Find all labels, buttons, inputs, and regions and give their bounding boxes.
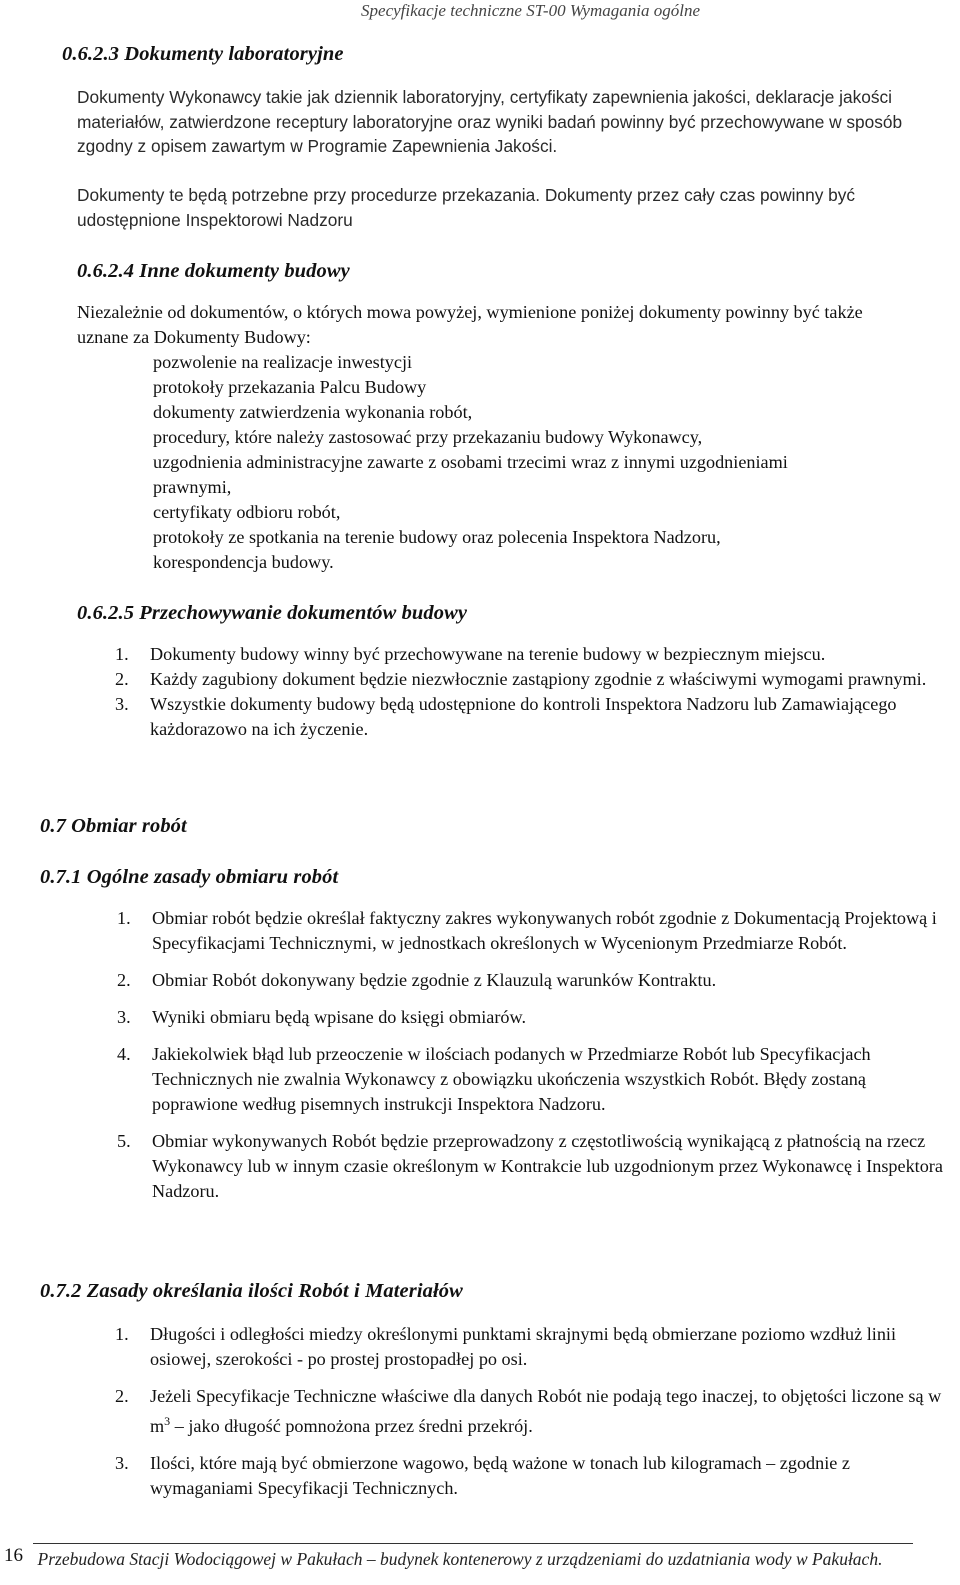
item-text: Wyniki obmiaru będą wpisane do księgi obmiarów. <box>152 1007 527 1027</box>
list-item: protokoły przekazania Palcu Budowy <box>153 377 427 397</box>
list-item <box>117 1129 952 1204</box>
item-number: 2. <box>115 669 129 689</box>
item-text: – jako długość pomnożona przez średni przekrój. <box>170 1416 533 1437</box>
list-item: pozwolenie na realizacje inwestycji <box>153 352 413 372</box>
item-number: 4. <box>117 1044 131 1064</box>
item-number: 3. <box>115 694 129 714</box>
list-item <box>115 642 950 667</box>
item-text: Ilości, które mają być obmierzone wagowo, będą ważone w tonach lub kilogramach – zgodnie z wymaganiami Specyfikacji Technicznych. <box>150 1453 850 1499</box>
measurement-rules-list <box>117 906 952 1204</box>
quantity-rules-list <box>115 1322 950 1501</box>
item-text: Obmiar wykonywanych Robót będzie przeprowadzony z częstotliwością wynikającą z płatnością na rzecz Wykonawcy lub w innym czasie określonym w Kontrakcie lub uzgodnionym przez Wykonawcę i Inspektora Nadzoru. <box>152 1131 943 1201</box>
list-item <box>115 1451 950 1501</box>
list-item <box>117 906 952 956</box>
item-text: Każdy zagubiony dokument będzie niezwłocznie zastąpiony zgodnie z właściwymi wymogami prawnymi. <box>150 669 927 689</box>
section-title-07: 0.7 Obmiar robót <box>40 815 187 837</box>
list-item <box>117 1042 952 1117</box>
list-item: protokoły ze spotkania na terenie budowy oraz polecenia Inspektora Nadzoru, <box>153 527 721 547</box>
list-item: uzgodnienia administracyjne zawarte z osobami trzecimi wraz z innymi uzgodnieniami prawnymi, <box>153 452 788 497</box>
document-list <box>153 350 913 575</box>
item-text: Obmiar Robót dokonywany będzie zgodnie z Klauzulą warunków Kontraktu. <box>152 970 717 990</box>
item-text: Jeżeli Specyfikacje Techniczne właściwe dla danych Robót nie podają tego inaczej, to objętości liczone są w m <box>150 1386 942 1437</box>
list-item <box>115 1322 950 1372</box>
section-title-0623: 0.6.2.3 Dokumenty laboratoryjne <box>62 43 344 65</box>
section-title-0624: 0.6.2.4 Inne dokumenty budowy <box>77 260 350 282</box>
section-title-071: 0.7.1 Ogólne zasady obmiaru robót <box>40 866 339 888</box>
item-number: 1. <box>117 908 131 928</box>
item-text: Dokumenty budowy winny być przechowywane na terenie budowy w bezpiecznym miejscu. <box>150 644 826 664</box>
paragraph: Dokumenty Wykonawcy takie jak dziennik laboratoryjny, certyfikaty zapewnienia jakości, deklaracje jakości materiałów, zatwierdzone receptury laboratoryjne oraz wyniki badań powinny być przechowywane w sposób zgodny z opisem zawartym w Programie Zapewnienia Jakości. <box>77 87 903 156</box>
list-item: korespondencja budowy. <box>153 552 334 572</box>
paragraph: Dokumenty te będą potrzebne przy procedurze przekazania. Dokumenty przez cały czas powinny być udostępnione Inspektorowi Nadzoru <box>77 185 856 230</box>
section-title-0625: 0.6.2.5 Przechowywanie dokumentów budowy <box>77 602 468 624</box>
item-number: 2. <box>115 1386 129 1406</box>
item-text: Długości i odległości miedzy określonymi punktami skrajnymi będą obmierzane poziomo wzdłuż linii osiowej, szerokości - po prostej prostopadłej po osi. <box>150 1324 897 1369</box>
list-item: procedury, które należy zastosować przy przekazaniu budowy Wykonawcy, <box>153 427 703 447</box>
item-number: 1. <box>115 644 129 664</box>
item-number: 2. <box>117 970 131 990</box>
item-number: 3. <box>117 1007 131 1027</box>
footer-divider <box>33 1543 913 1544</box>
item-number: 3. <box>115 1453 129 1474</box>
item-number: 1. <box>115 1324 129 1344</box>
page-number: 16 <box>4 1545 23 1566</box>
list-item <box>117 1005 952 1030</box>
list-item <box>115 1384 950 1439</box>
item-text: Wszystkie dokumenty budowy będą udostępnione do kontroli Inspektora Nadzoru lub Zamawiającego każdorazowo na ich życzenie. <box>150 694 897 739</box>
page-footer: Przebudowa Stacji Wodociągowej w Pakułach – budynek kontenerowy z urządzeniami do uzdatniania wody w Pakułach. <box>37 1549 883 1569</box>
item-text: Jakiekolwiek błąd lub przeoczenie w ilościach podanych w Przedmiarze Robót lub Specyfikacjach Technicznych nie zwalnia Wykonawcy z obowiązku ukończenia wszystkich Robót. Błędy zostaną poprawione według pisemnych instrukcji Inspektora Nadzoru. <box>152 1044 871 1114</box>
page-header: Specyfikacje techniczne ST-00 Wymagania ogólne <box>361 1 700 20</box>
list-item: certyfikaty odbioru robót, <box>153 502 341 522</box>
list-item <box>115 667 950 692</box>
section-title-072: 0.7.2 Zasady określania ilości Robót i Materiałów <box>40 1280 463 1302</box>
list-item <box>117 968 952 993</box>
superscript: 3 <box>164 1414 171 1428</box>
item-text: Obmiar robót będzie określał faktyczny zakres wykonywanych robót zgodnie z Dokumentacją Projektową i Specyfikacjami Technicznymi, w jednostkach określonych w Wycenionym Przedmiarze Robót. <box>152 908 937 953</box>
paragraph: Niezależnie od dokumentów, o których mowa powyżej, wymienione poniżej dokumenty powinny być także uznane za Dokumenty Budowy: <box>77 302 863 347</box>
list-item <box>115 692 950 742</box>
storage-list <box>115 642 950 742</box>
item-number: 5. <box>117 1131 131 1151</box>
list-item: dokumenty zatwierdzenia wykonania robót, <box>153 402 473 422</box>
